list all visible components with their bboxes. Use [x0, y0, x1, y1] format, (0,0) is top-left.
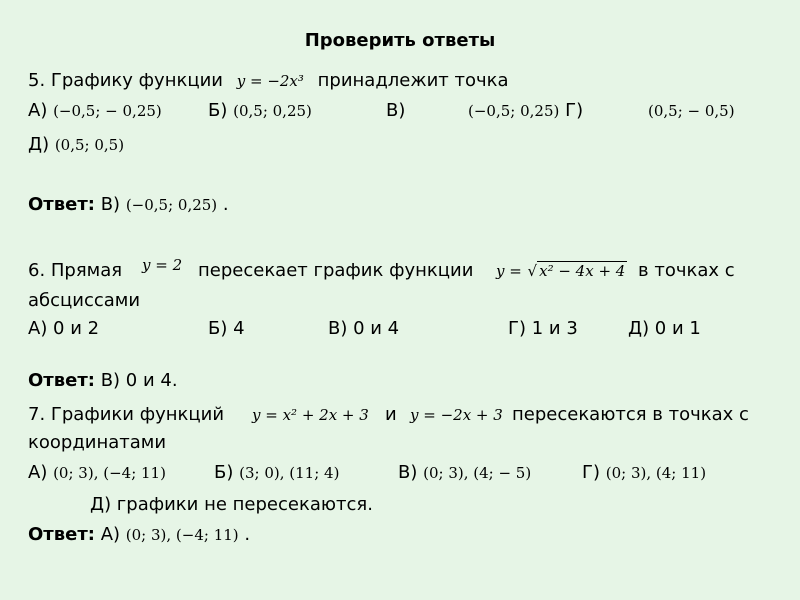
q5-formula: y = −2x³ — [236, 72, 304, 90]
q5-answer-end: . — [222, 194, 229, 215]
q7-option-g-value: (0; 3), (4; 11) — [605, 464, 707, 482]
q7-option-b-value: (3; 0), (11; 4) — [239, 464, 340, 482]
q7-function-2: y = −2x + 3 — [410, 406, 503, 424]
q6-option-b: Б) 4 — [208, 318, 245, 339]
q7-option-b-label: Б) — [214, 462, 234, 483]
q6-mid: пересекает график функции — [198, 260, 474, 281]
q5-option-g-label: Г) — [565, 100, 584, 121]
q5-answer-value: (−0,5; 0,25) — [125, 196, 218, 214]
q7-option-a — [28, 462, 166, 483]
q5-option-v-label: В) — [386, 100, 406, 121]
q7-and: и — [385, 404, 397, 425]
q7-option-g-label: Г) — [582, 462, 600, 483]
q7-function-1: y = x² + 2x + 3 — [252, 406, 369, 424]
q6-option-v: В) 0 и 4 — [328, 318, 400, 339]
q7-option-v-label: В) — [398, 462, 418, 483]
q6-function — [496, 260, 627, 281]
q6-function-radicand: x² − 4x + 4 — [539, 262, 626, 280]
q5-answer-label: Ответ: — [28, 194, 95, 215]
q5-option-b-value: (0,5; 0,25) — [233, 102, 312, 120]
q7-option-a-value: (0; 3), (−4; 11) — [53, 464, 166, 482]
q6-option-a: А) 0 и 2 — [28, 318, 100, 339]
q5-option-b-label: Б) — [208, 100, 228, 121]
q5-option-a — [28, 100, 162, 121]
q7-answer-value: (0; 3), (−4; 11) — [125, 526, 239, 544]
q7-option-g — [582, 462, 706, 483]
q7-tail: пересекаются в точках с — [512, 404, 749, 425]
q5-option-d — [28, 134, 124, 155]
q7-option-b — [214, 462, 339, 483]
q6-answer-text: В) 0 и 4. — [100, 370, 178, 391]
q6-function-left: y = — [496, 262, 522, 280]
q6-tail: в точках с — [638, 260, 735, 281]
sqrt-icon: √ — [527, 262, 538, 280]
q7-answer-text: А) — [100, 524, 121, 545]
q7-option-v-value: (0; 3), (4; − 5) — [423, 464, 532, 482]
q5-tail: принадлежит точка — [317, 70, 509, 91]
q5-option-g — [648, 100, 735, 121]
q5-option-v — [468, 100, 583, 121]
q7-line2: координатами — [28, 432, 167, 453]
q5-answer-text: В) — [100, 194, 121, 215]
q6-line2: абсциссами — [28, 290, 141, 311]
q6-line-formula: y = 2 — [142, 256, 183, 274]
q5-option-a-label: А) — [28, 100, 48, 121]
slide-title: Проверить ответы — [304, 30, 496, 51]
q5-option-d-value: (0,5; 0,5) — [54, 136, 125, 154]
q6-answer-label: Ответ: — [28, 370, 95, 391]
q5-option-g-value: (0,5; − 0,5) — [648, 102, 735, 120]
q7-lead: 7. Графики функций — [28, 404, 225, 425]
q6-answer — [28, 370, 178, 391]
q5-option-d-label: Д) — [28, 134, 50, 155]
q7-answer-end: . — [244, 524, 251, 545]
q5-lead: 5. Графику функции — [28, 70, 223, 91]
q5-option-b — [208, 100, 312, 121]
q6-option-d: Д) 0 и 1 — [628, 318, 701, 339]
q7-answer — [28, 524, 250, 545]
q6-lead: 6. Прямая — [28, 260, 123, 281]
q7-option-d: Д) графики не пересекаются. — [90, 494, 373, 515]
q5-option-v-value: (−0,5; 0,25) — [468, 102, 560, 120]
q5-statement — [28, 70, 509, 91]
q7-answer-label: Ответ: — [28, 524, 95, 545]
q6-option-g: Г) 1 и 3 — [508, 318, 578, 339]
q7-option-a-label: А) — [28, 462, 48, 483]
q5-option-a-value: (−0,5; − 0,25) — [53, 102, 162, 120]
q5-answer — [28, 194, 229, 215]
q7-option-v — [398, 462, 531, 483]
